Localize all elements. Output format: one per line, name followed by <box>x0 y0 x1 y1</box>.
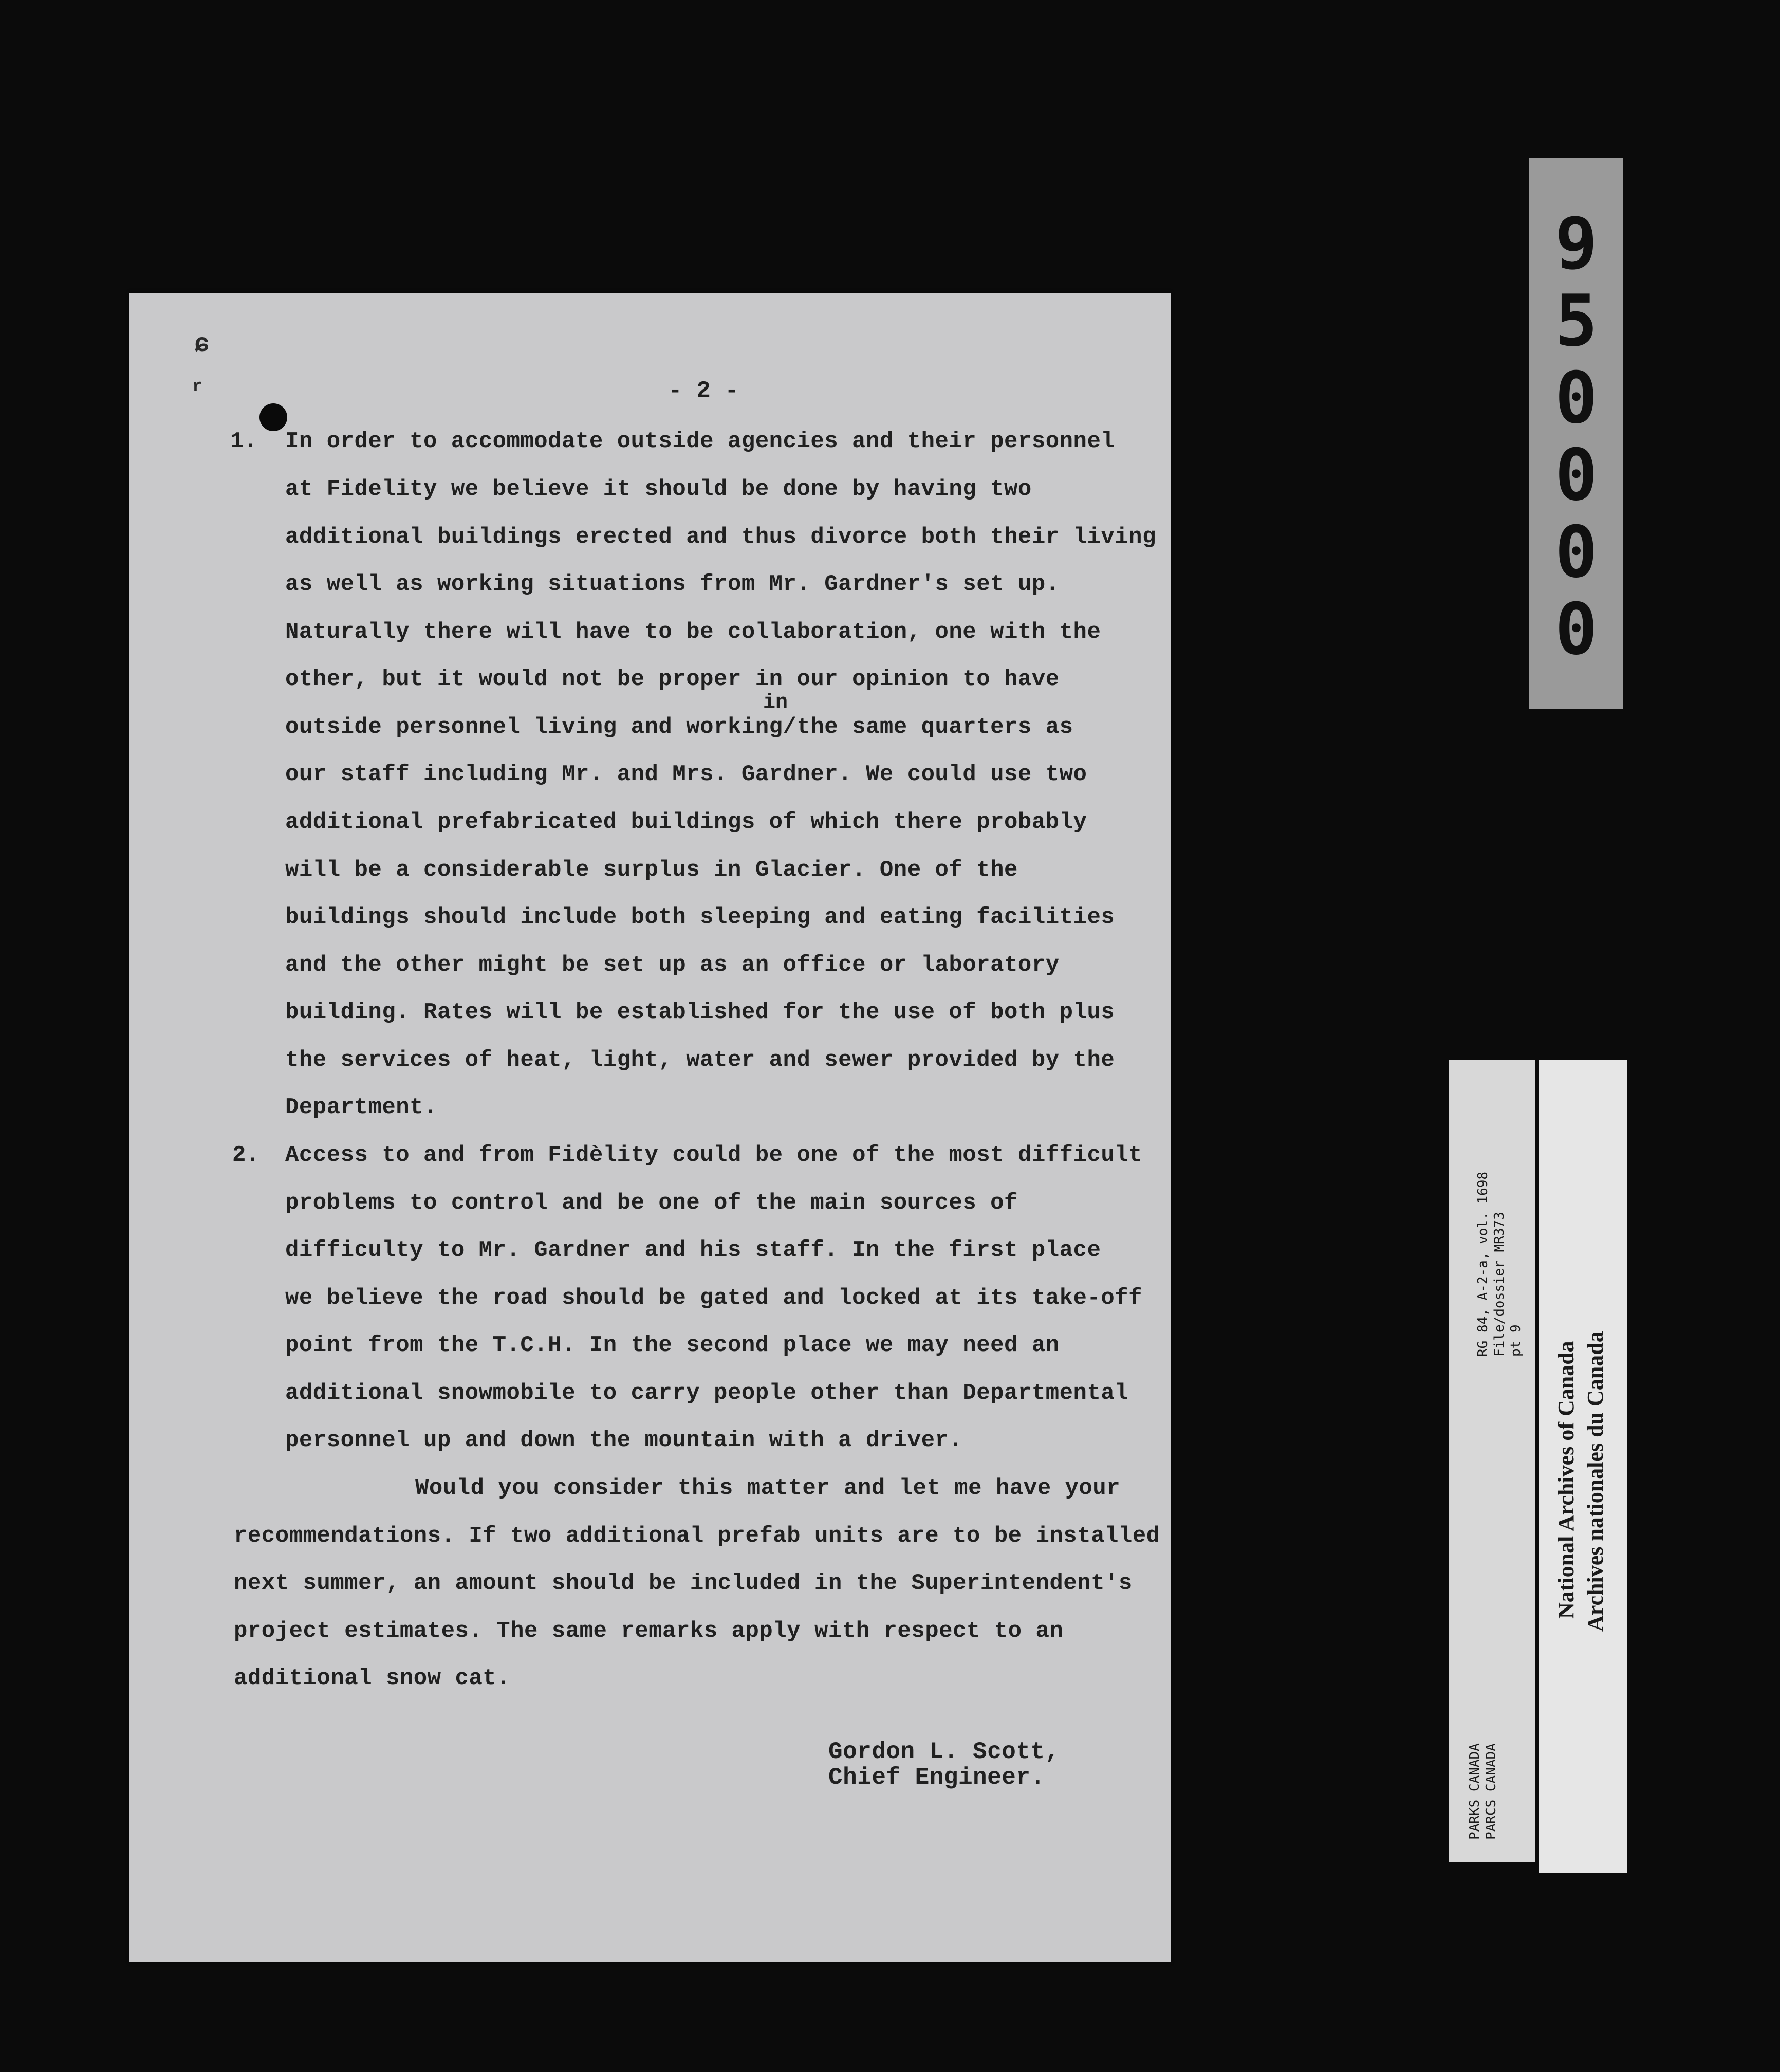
item-1-line-11: buildings should include both sleeping and eating facilities <box>285 904 1115 930</box>
closing-line-1: Would you consider this matter and let me have your <box>415 1475 1121 1501</box>
closing-line-2: recommendations. If two additional prefab units are to be installed <box>234 1523 1160 1549</box>
item-1-number: 1. <box>230 429 257 454</box>
item-1-line-5: Naturally there will have to be collaboration, one with the <box>285 619 1101 645</box>
department-line-2: PARCS CANADA <box>1484 1743 1499 1840</box>
frame-digit-2: 0 <box>1554 511 1598 594</box>
reference-line-3: pt 9 <box>1508 1324 1524 1357</box>
item-1-line-13: building. Rates will be established for the use of both plus <box>285 1000 1115 1025</box>
archives-name-english: National Archives of Canada <box>1553 1341 1579 1619</box>
department-line-1: PARKS CANADA <box>1467 1743 1482 1840</box>
frame-digit-3: 0 <box>1554 434 1598 516</box>
item-2-line-3: difficulty to Mr. Gardner and his staff. In the first place <box>285 1237 1101 1263</box>
item-1-line-10: will be a considerable surplus in Glacier. One of the <box>285 857 1018 883</box>
reference-line-1: RG 84, A-2-a, vol. 1698 <box>1475 1171 1491 1357</box>
item-1-line-7: outside personnel living and working/the same quarters as <box>285 714 1073 740</box>
page-number: - 2 - <box>668 378 739 404</box>
punch-hole <box>259 403 287 431</box>
closing-line-5: additional snow cat. <box>234 1666 511 1691</box>
closing-line-3: next summer, an amount should be included in the Superintendent's <box>234 1570 1133 1596</box>
edge-mark: r <box>192 377 203 397</box>
item-1-line-4: as well as working situations from Mr. Gardner's set up. <box>285 571 1060 597</box>
item-2-line-2: problems to control and be one of the main sources of <box>285 1190 1018 1216</box>
frame-digit-1: 0 <box>1554 588 1598 671</box>
item-1-line-9: additional prefabricated buildings of which there probably <box>285 809 1087 835</box>
item-2-line-4: we believe the road should be gated and locked at its take-off <box>285 1285 1143 1311</box>
item-1-line-3: additional buildings erected and thus divorce both their living <box>285 524 1156 550</box>
item-2-line-5: point from the T.C.H. In the second place we may need an <box>285 1333 1060 1358</box>
item-1-line-15: Department. <box>285 1095 437 1120</box>
item-1-line-6: other, but it would not be proper in our opinion to have <box>285 667 1060 692</box>
item-2-line-1: Access to and from Fidèlity could be one of the most difficult <box>285 1142 1143 1168</box>
signature-name: Gordon L. Scott, <box>828 1738 1060 1765</box>
frame-digit-6: 9 <box>1554 202 1598 285</box>
frame-digit-4: 0 <box>1554 357 1598 439</box>
item-1-line-12: and the other might be set up as an office or laboratory <box>285 952 1060 978</box>
closing-line-4: project estimates. The same remarks apply with respect to an <box>234 1618 1064 1644</box>
frame-digit-5: 5 <box>1554 280 1598 362</box>
item-2-line-7: personnel up and down the mountain with a driver. <box>285 1428 963 1453</box>
signature-title: Chief Engineer. <box>828 1764 1045 1791</box>
archive-reference-label <box>1449 1060 1535 1862</box>
handwritten-insert: in <box>763 691 788 714</box>
item-2-line-6: additional snowmobile to carry people other than Departmental <box>285 1380 1129 1406</box>
item-1-line-1: In order to accommodate outside agencies and their personnel <box>285 429 1115 454</box>
corner-mark: ɕ <box>194 330 210 359</box>
item-1-line-14: the services of heat, light, water and sewer provided by the <box>285 1047 1115 1073</box>
item-2-number: 2. <box>232 1142 259 1168</box>
item-1-line-8: our staff including Mr. and Mrs. Gardner. We could use two <box>285 762 1087 787</box>
archives-name-french: Archives nationales du Canada <box>1583 1331 1608 1632</box>
reference-line-2: File/dossier MR373 <box>1492 1212 1507 1357</box>
item-1-line-2: at Fidelity we believe it should be done by having two <box>285 476 1032 502</box>
